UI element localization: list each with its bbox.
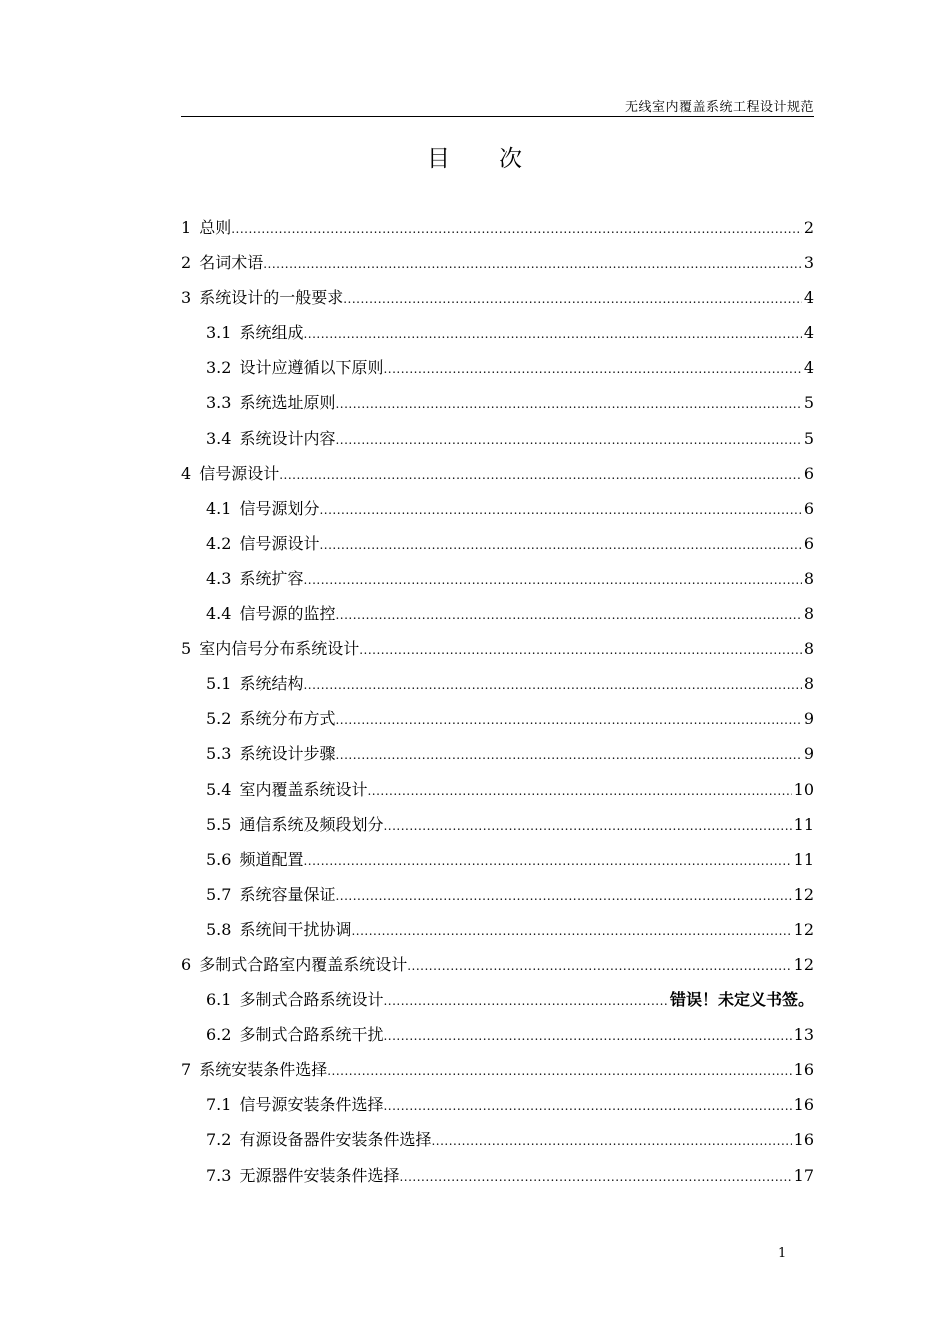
toc-entry-number: 4.3 [206, 568, 232, 588]
toc-entry-label: 多制式合路系统干扰 [239, 1025, 384, 1045]
toc-entry[interactable] [181, 421, 814, 456]
toc-entry[interactable] [181, 1052, 814, 1087]
toc-entry-number: 1 [181, 218, 192, 237]
toc-entry-page: 12 [793, 884, 814, 904]
toc-entry-page: 11 [793, 849, 814, 869]
toc-entry-page: 13 [793, 1025, 814, 1045]
toc-entry[interactable] [181, 1017, 814, 1052]
toc-entry-number: 4.1 [206, 498, 232, 518]
toc-entry-page: 11 [793, 814, 814, 834]
toc-dot-leader [335, 596, 801, 631]
toc-entry[interactable] [181, 772, 814, 807]
toc-entry-number: 2 [181, 253, 192, 273]
toc-dot-leader [399, 1158, 791, 1193]
toc-entry[interactable] [181, 947, 814, 982]
toc-entry-label: 通信系统及频段划分 [239, 814, 384, 834]
toc-entry-label: 系统扩容 [239, 568, 304, 588]
toc-entry[interactable] [181, 245, 814, 280]
toc-entry-number: 5 [181, 639, 192, 659]
toc-entry[interactable] [181, 280, 814, 315]
toc-dot-leader [263, 245, 802, 280]
toc-entry-label: 系统设计步骤 [239, 744, 336, 764]
toc-dot-leader [335, 701, 801, 736]
toc-entry-page: 8 [803, 568, 814, 588]
toc-entry-page: 10 [793, 779, 814, 799]
toc-entry-label: 系统安装条件选择 [199, 1060, 328, 1080]
toc-entry-number: 7.3 [206, 1165, 232, 1185]
toc-dot-leader [303, 561, 801, 596]
toc-entry[interactable] [181, 631, 814, 666]
toc-entry[interactable] [181, 912, 814, 947]
toc-entry-label: 有源设备器件安装条件选择 [239, 1130, 432, 1150]
toc-dot-leader [335, 877, 791, 912]
toc-entry-number: 7.2 [206, 1130, 232, 1150]
toc-entry-number: 5.1 [206, 674, 232, 694]
toc-entry[interactable] [181, 807, 814, 842]
toc-entry-number: 6.2 [206, 1025, 232, 1045]
toc-dot-leader [383, 807, 791, 842]
toc-entry-number: 3.1 [206, 323, 232, 343]
toc-entry[interactable] [181, 350, 814, 385]
toc-dot-leader [319, 491, 801, 526]
toc-entry-label: 信号源安装条件选择 [239, 1095, 384, 1115]
toc-entry[interactable] [181, 666, 814, 701]
toc-entry-label: 室内覆盖系统设计 [239, 779, 368, 799]
toc-entry-number: 3 [181, 288, 192, 308]
toc-entry-number: 5.8 [206, 919, 232, 939]
toc-entry-label: 系统选址原则 [239, 393, 336, 413]
toc-entry-number: 7 [181, 1060, 192, 1080]
toc-entry-number: 4 [181, 463, 192, 483]
toc-dot-leader [383, 1087, 791, 1122]
toc-entry-number: 6.1 [206, 990, 232, 1010]
toc-entry-page: 16 [793, 1130, 814, 1150]
toc-entry-number: 4.2 [206, 533, 232, 553]
toc-entry-page: 4 [803, 358, 814, 378]
toc-entry-label: 系统分布方式 [239, 709, 336, 729]
toc-dot-leader [231, 210, 802, 245]
toc-entry-number: 5.4 [206, 779, 232, 799]
toc-entry[interactable] [181, 1087, 814, 1122]
toc-entry-label: 系统设计的一般要求 [199, 288, 344, 308]
toc-entry-page: 12 [793, 919, 814, 939]
toc-dot-leader [319, 526, 801, 561]
toc-entry-number: 7.1 [206, 1095, 232, 1115]
toc-entry-page: 9 [803, 744, 814, 764]
toc-entry-label: 设计应遵循以下原则 [239, 358, 384, 378]
toc-entry-label: 总则 [199, 218, 232, 237]
toc-dot-leader [383, 1017, 791, 1052]
toc-entry-page: 2 [803, 218, 814, 237]
toc-entry-label: 信号源的监控 [239, 604, 336, 624]
toc-bookmark-error: 错误！未定义书签。 [669, 990, 814, 1010]
toc-entry-label: 频道配置 [239, 849, 304, 869]
toc-entry-number: 5.7 [206, 884, 232, 904]
toc-entry-label: 系统间干扰协调 [239, 919, 352, 939]
toc-entry-number: 5.3 [206, 744, 232, 764]
toc-entry[interactable] [181, 561, 814, 596]
toc-entry-label: 多制式合路室内覆盖系统设计 [199, 954, 408, 974]
toc-entry-label: 信号源划分 [239, 498, 320, 518]
toc-entry-page: 12 [793, 954, 814, 974]
toc-entry[interactable] [181, 1158, 814, 1193]
toc-entry-page: 5 [803, 393, 814, 413]
toc-entry-page: 4 [803, 323, 814, 343]
toc-entry[interactable] [181, 526, 814, 561]
toc-dot-leader [351, 912, 791, 947]
toc-entry-number: 3.3 [206, 393, 232, 413]
toc-entry-number: 5.5 [206, 814, 232, 834]
toc-entry-page: 16 [793, 1060, 814, 1080]
toc-entry[interactable] [181, 456, 814, 491]
toc-entry-label: 系统结构 [239, 674, 304, 694]
toc-entry-label: 名词术语 [199, 253, 264, 273]
toc-entry-page: 17 [793, 1165, 814, 1185]
toc-entry[interactable] [181, 701, 814, 736]
toc-entry-label: 系统组成 [239, 323, 304, 343]
toc-dot-leader [303, 315, 801, 350]
toc-dot-leader [343, 280, 802, 315]
toc-entry-label: 系统容量保证 [239, 884, 336, 904]
toc-dot-leader [335, 421, 801, 456]
toc-dot-leader [303, 842, 791, 877]
toc-entry-number: 5.6 [206, 849, 232, 869]
toc-entry[interactable] [181, 736, 814, 771]
toc-entry[interactable] [181, 596, 814, 631]
toc-dot-leader [335, 385, 801, 420]
toc-entry-page: 8 [803, 639, 814, 659]
table-of-contents [181, 210, 814, 1193]
toc-entry-number: 3.2 [206, 358, 232, 378]
toc-entry[interactable] [181, 1122, 814, 1157]
toc-entry-label: 信号源设计 [199, 463, 280, 483]
toc-dot-leader [359, 631, 802, 666]
toc-entry-label: 系统设计内容 [239, 428, 336, 448]
toc-entry-label: 无源器件安装条件选择 [239, 1165, 400, 1185]
toc-entry[interactable] [181, 210, 814, 245]
toc-entry-page: 6 [803, 498, 814, 518]
toc-dot-leader [431, 1122, 791, 1157]
toc-entry-page: 3 [803, 253, 814, 273]
toc-entry-label: 室内信号分布系统设计 [199, 639, 360, 659]
toc-dot-leader [303, 666, 801, 701]
page-header [181, 94, 814, 117]
toc-entry-label: 多制式合路系统设计 [239, 990, 384, 1010]
toc-entry-page: 9 [803, 709, 814, 729]
toc-dot-leader [327, 1052, 791, 1087]
toc-entry-page: 16 [793, 1095, 814, 1115]
toc-entry-page: 8 [803, 604, 814, 624]
header-text: 无线室内覆盖系统工程设计规范 [624, 100, 814, 115]
toc-dot-leader [383, 350, 801, 385]
toc-entry[interactable] [181, 385, 814, 420]
toc-entry-page: 8 [803, 674, 814, 694]
toc-entry-number: 5.2 [206, 709, 232, 729]
toc-title: 目 次 [427, 146, 523, 172]
toc-dot-leader [279, 456, 802, 491]
toc-entry-page: 4 [803, 288, 814, 308]
toc-entry-number: 4.4 [206, 604, 232, 624]
toc-entry-page: 6 [803, 533, 814, 553]
toc-entry-page: 5 [803, 428, 814, 448]
toc-dot-leader [335, 736, 801, 771]
toc-entry[interactable] [181, 842, 814, 877]
toc-dot-leader [383, 982, 668, 1017]
toc-entry-number: 3.4 [206, 428, 232, 448]
toc-dot-leader [407, 947, 791, 982]
page-number: 1 [778, 1246, 787, 1261]
toc-entry[interactable] [181, 982, 814, 1017]
toc-entry[interactable] [181, 491, 814, 526]
toc-entry-label: 信号源设计 [239, 533, 320, 553]
toc-entry[interactable] [181, 315, 814, 350]
toc-dot-leader [367, 772, 791, 807]
toc-entry-number: 6 [181, 954, 192, 974]
toc-entry[interactable] [181, 877, 814, 912]
toc-entry-page: 6 [803, 463, 814, 483]
